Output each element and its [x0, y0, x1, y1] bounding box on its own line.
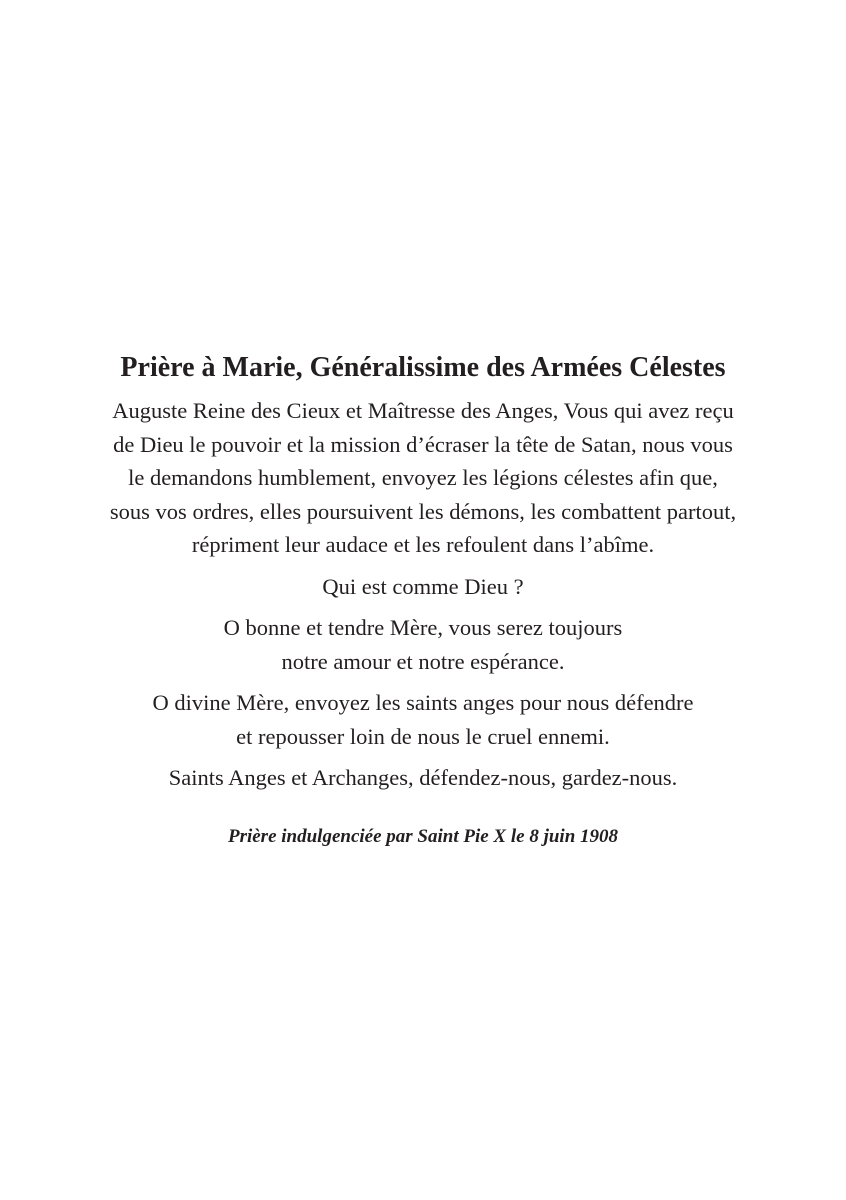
prayer-line: O divine Mère, envoyez les saints anges pour nous défendre [152, 690, 694, 715]
prayer-paragraph-1 [0, 394, 846, 562]
prayer-title: Prière à Marie, Généralissime des Armées Célestes [120, 352, 726, 383]
prayer-line: le demandons humblement, envoyez les légions célestes afin que, [128, 465, 718, 490]
prayer-paragraph-5 [0, 761, 846, 795]
prayer-paragraph-2 [0, 570, 846, 604]
prayer-line: répriment leur audace et les refoulent dans l’abîme. [191, 532, 655, 557]
prayer-line: notre amour et notre espérance. [281, 648, 565, 674]
prayer-paragraph-3 [0, 611, 846, 678]
prayer-paragraph-4 [0, 686, 846, 753]
prayer-line: Saints Anges et Archanges, défendez-nous, gardez-nous. [168, 765, 678, 790]
prayer-line: Auguste Reine des Cieux et Maîtresse des Anges, Vous qui avez reçu [112, 398, 734, 423]
prayer-line: sous vos ordres, elles poursuivent les démons, les combattent partout, [109, 498, 737, 524]
prayer-attribution: Prière indulgenciée par Saint Pie X le 8 juin 1908 [227, 825, 619, 847]
prayer-line: Qui est comme Dieu ? [322, 573, 524, 599]
prayer-line: O bonne et tendre Mère, vous serez toujours [223, 615, 623, 640]
prayer-line: et repousser loin de nous le cruel ennemi. [236, 723, 610, 749]
prayer-block [0, 348, 846, 851]
prayer-line: de Dieu le pouvoir et la mission d’écraser la tête de Satan, nous vous [113, 431, 733, 457]
